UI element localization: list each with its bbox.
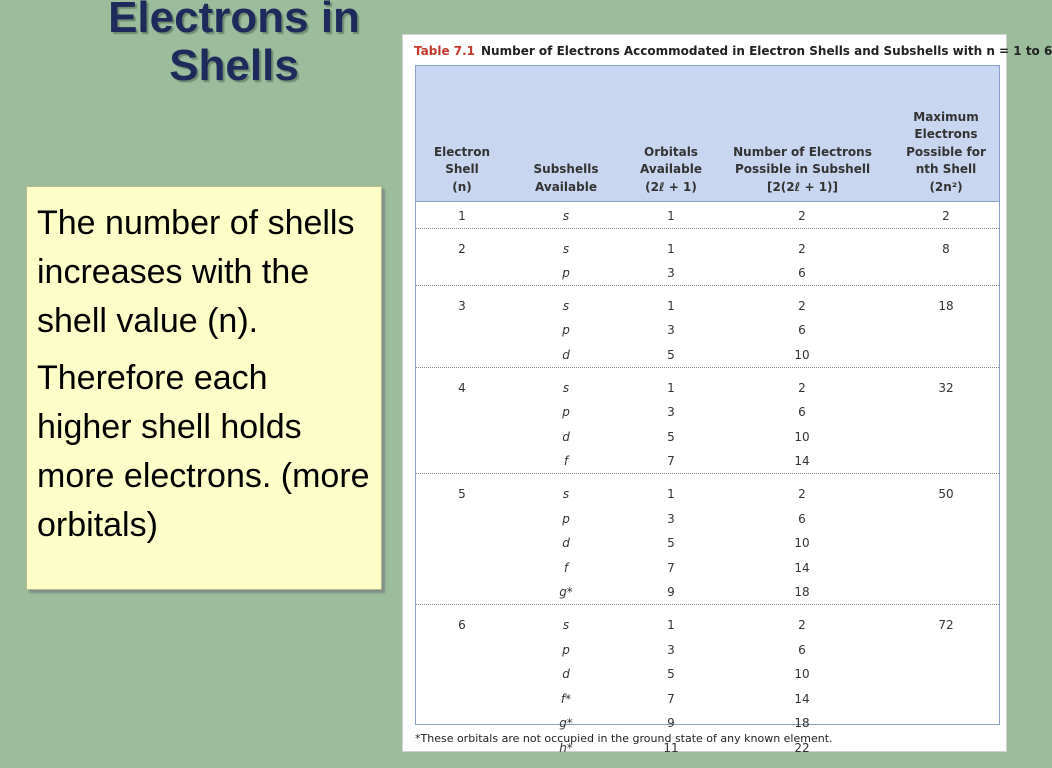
- header-line: [2(2ℓ + 1)]: [766, 179, 839, 194]
- subshell-cell: s: [562, 380, 570, 395]
- subshell-electrons-cell: 6: [798, 266, 806, 281]
- table-caption-text: Number of Electrons Accommodated in Electron Shells and Subshells with n = 1 to 6: [481, 44, 1052, 58]
- header-electron-shell: [426, 144, 498, 197]
- orbitals-cell: 5: [667, 429, 675, 444]
- subshell-electrons-cell: 6: [798, 323, 806, 338]
- header-line: Orbitals: [644, 144, 698, 159]
- subshell-cell: g*: [559, 716, 573, 731]
- subshell-cell: s: [562, 298, 570, 313]
- subshell-electrons-cell: 2: [798, 241, 806, 256]
- max-electrons-cell: 8: [942, 241, 950, 256]
- subshell-cell: d: [562, 536, 570, 551]
- orbitals-cell: 1: [667, 380, 675, 395]
- shell-number-cell: 5: [458, 487, 466, 501]
- shell-number-cell: 4: [458, 380, 466, 395]
- orbitals-cell: 3: [667, 511, 675, 526]
- subshell-cell: p: [562, 642, 570, 657]
- orbitals-cell: 3: [667, 405, 675, 420]
- max-electrons-cell: 2: [942, 209, 950, 223]
- subshell-cell: h*: [559, 741, 573, 755]
- header-subshells: [526, 161, 606, 196]
- subshell-cell: s: [562, 209, 570, 223]
- orbitals-cell: 7: [667, 560, 675, 575]
- orbitals-cell: 5: [667, 348, 675, 362]
- subshell-cell: p: [562, 511, 570, 526]
- orbitals-cell: 3: [667, 266, 675, 281]
- group-separator: [416, 367, 999, 368]
- max-electrons-cell: 72: [938, 618, 954, 632]
- subshell-electrons-cell: 2: [798, 209, 806, 223]
- table-header: [416, 66, 999, 202]
- subshell-electrons-cell: 10: [794, 429, 810, 444]
- shell-number-cell: 6: [458, 618, 466, 632]
- subshell-electrons-cell: 10: [794, 667, 810, 682]
- header-line: nth Shell: [915, 162, 977, 176]
- header-line: Available: [535, 179, 597, 194]
- subshell-cell: f*: [560, 691, 572, 706]
- header-line: (n): [452, 179, 472, 194]
- subshell-cell: f: [563, 454, 569, 469]
- header-line: (2n²): [929, 179, 963, 194]
- subshell-electrons-cell: 22: [794, 741, 810, 755]
- paragraph-shells-increase: The number of shells increases with the shell value (n).: [37, 204, 355, 340]
- subshell-cell: p: [562, 405, 570, 420]
- header-subshell-electrons: [731, 144, 874, 197]
- orbitals-cell: 9: [667, 716, 675, 731]
- paragraph-more-electrons: Therefore each higher shell holds more electrons. (more orbitals): [37, 359, 370, 544]
- table-figure: [402, 34, 1052, 755]
- subshell-cell: s: [562, 618, 570, 632]
- max-electrons-cell: 32: [938, 380, 954, 395]
- header-line: Maximum: [913, 109, 979, 124]
- slide-title: [78, 0, 390, 90]
- header-orbitals: [626, 144, 716, 197]
- header-line: Subshells: [533, 162, 599, 176]
- subshell-electrons-cell: 14: [794, 560, 810, 575]
- subshell-cell: d: [562, 667, 570, 682]
- group-separator: [416, 604, 999, 605]
- shell-number-cell: 2: [458, 241, 466, 256]
- subshell-cell: s: [562, 487, 570, 501]
- header-line: Possible for: [906, 144, 986, 159]
- header-line: Available: [640, 162, 702, 176]
- subshell-electrons-cell: 6: [798, 405, 806, 420]
- table-label: Table 7.1: [414, 44, 476, 58]
- table-footnote: *These orbitals are not occupied in the ground state of any known element.: [415, 732, 833, 745]
- subshell-cell: p: [562, 323, 570, 338]
- orbitals-cell: 3: [667, 642, 675, 657]
- group-separator: [416, 285, 999, 286]
- header-line: Shell: [445, 162, 479, 176]
- subshell-electrons-cell: 6: [798, 642, 806, 657]
- subshell-electrons-cell: 2: [798, 487, 806, 501]
- orbitals-cell: 7: [667, 691, 675, 706]
- slide-title-line-1: Electrons in: [108, 0, 360, 42]
- orbitals-cell: 1: [667, 241, 675, 256]
- subshell-electrons-cell: 18: [794, 716, 810, 731]
- subshell-electrons-cell: 10: [794, 536, 810, 551]
- subshell-cell: g*: [559, 585, 573, 600]
- subshell-electrons-cell: 6: [798, 511, 806, 526]
- subshell-electrons-cell: 14: [794, 454, 810, 469]
- orbitals-cell: 1: [667, 209, 675, 223]
- shell-number-cell: 1: [458, 209, 466, 223]
- subshell-electrons-cell: 2: [798, 380, 806, 395]
- subshell-cell: d: [562, 429, 570, 444]
- orbitals-cell: 1: [667, 298, 675, 313]
- header-line: Possible in Subshell: [734, 162, 871, 176]
- slide-title-line-2: Shells: [169, 41, 299, 90]
- orbitals-cell: 9: [667, 585, 675, 600]
- group-separator: [416, 228, 999, 229]
- header-max-electrons: [891, 109, 1001, 197]
- subshell-electrons-cell: 2: [798, 298, 806, 313]
- orbitals-cell: 5: [667, 536, 675, 551]
- max-electrons-cell: 18: [938, 298, 954, 313]
- orbitals-cell: 1: [667, 487, 675, 501]
- header-line: Electron: [433, 144, 490, 159]
- shell-number-cell: 3: [458, 298, 466, 313]
- orbitals-cell: 7: [667, 454, 675, 469]
- subshell-cell: p: [562, 266, 570, 281]
- subshell-electrons-cell: 18: [794, 585, 810, 600]
- max-electrons-cell: 50: [938, 487, 954, 501]
- orbitals-cell: 11: [663, 741, 679, 755]
- subshell-cell: s: [562, 241, 570, 256]
- header-line: Electrons: [914, 127, 978, 141]
- subshell-electrons-cell: 10: [794, 348, 810, 362]
- group-separator: [416, 473, 999, 474]
- orbitals-cell: 1: [667, 618, 675, 632]
- subshell-electrons-cell: 14: [794, 691, 810, 706]
- subshell-cell: d: [562, 348, 570, 362]
- bullet-textbox: [26, 186, 382, 590]
- subshell-electrons-cell: 2: [798, 618, 806, 632]
- orbitals-cell: 3: [667, 323, 675, 338]
- header-line: Number of Electrons: [733, 144, 872, 159]
- table-caption: [414, 44, 1052, 58]
- subshell-cell: f: [563, 560, 569, 575]
- orbitals-cell: 5: [667, 667, 675, 682]
- header-line: (2ℓ + 1): [645, 179, 697, 194]
